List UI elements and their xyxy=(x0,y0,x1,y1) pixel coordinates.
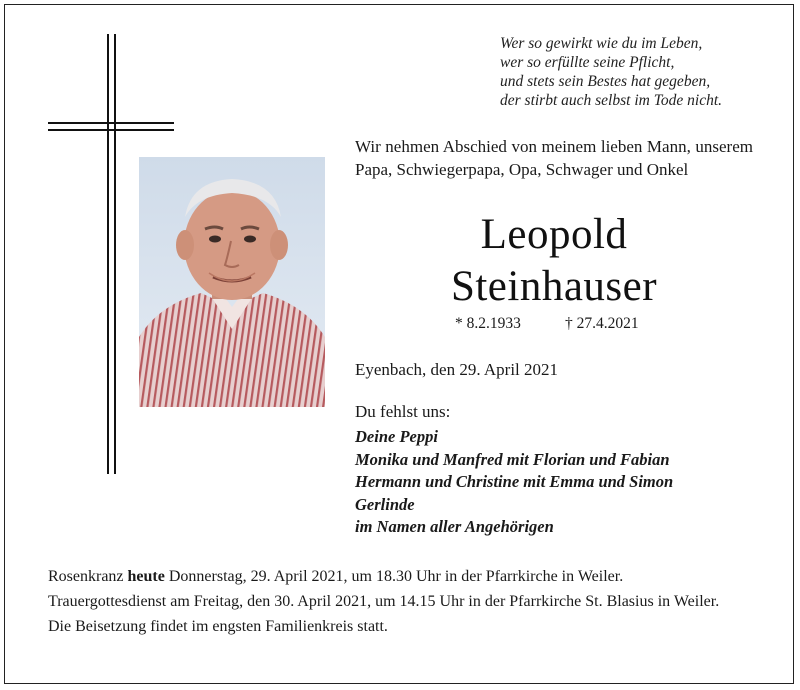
poem-line: der stirbt auch selbst im Tode nicht. xyxy=(500,92,723,109)
dagger-icon: † xyxy=(565,315,573,332)
deceased-last-name: Steinhauser xyxy=(450,263,658,310)
family-member: Hermann und Christine mit Emma und Simon xyxy=(355,472,674,491)
family-member: Monika und Manfred mit Florian und Fabian xyxy=(355,449,670,469)
poem-line: Wer so gewirkt wie du im Leben, xyxy=(500,35,703,52)
poem xyxy=(500,34,790,110)
rosary-notice xyxy=(48,566,748,587)
family-member: im Namen aller Angehörigen xyxy=(355,517,554,536)
star-icon: * xyxy=(455,315,463,332)
intro-text: Wir nehmen Abschied von meinem lieben Mann, unserem Papa, Schwiegerpapa, Opa, Schwager und Onkel xyxy=(355,137,753,179)
funeral-mass-notice: Trauergottesdienst am Freitag, den 30. April 2021, um 14.15 Uhr in der Pfarrkirche St. Blasius in Weiler. xyxy=(48,593,720,610)
death-date-value: 27.4.2021 xyxy=(576,315,639,332)
birth-date xyxy=(455,315,521,333)
place-date: Eyenbach, den 29. April 2021 xyxy=(355,360,559,379)
burial-notice: Die Beisetzung findet im engsten Familienkreis statt. xyxy=(48,618,388,635)
family-member: Gerlinde xyxy=(355,494,415,514)
birth-date-value: 8.2.1933 xyxy=(466,315,521,332)
poem-line: wer so erfüllte seine Pflicht, xyxy=(500,54,675,71)
death-date xyxy=(565,315,639,333)
family-list xyxy=(355,426,755,539)
rosary-prefix: Rosenkranz xyxy=(48,568,124,585)
poem-line: und stets sein Bestes hat gegeben, xyxy=(500,73,711,90)
deceased-first-name: Leopold xyxy=(480,211,628,258)
rosary-today: heute xyxy=(127,568,165,585)
rosary-details: Donnerstag, 29. April 2021, um 18.30 Uhr in der Pfarrkirche in Weiler. xyxy=(168,568,624,585)
family-member: Deine Peppi xyxy=(355,427,438,446)
service-info xyxy=(48,566,748,641)
missed-by-label: Du fehlst uns: xyxy=(355,402,451,421)
portrait-photo xyxy=(139,157,325,407)
